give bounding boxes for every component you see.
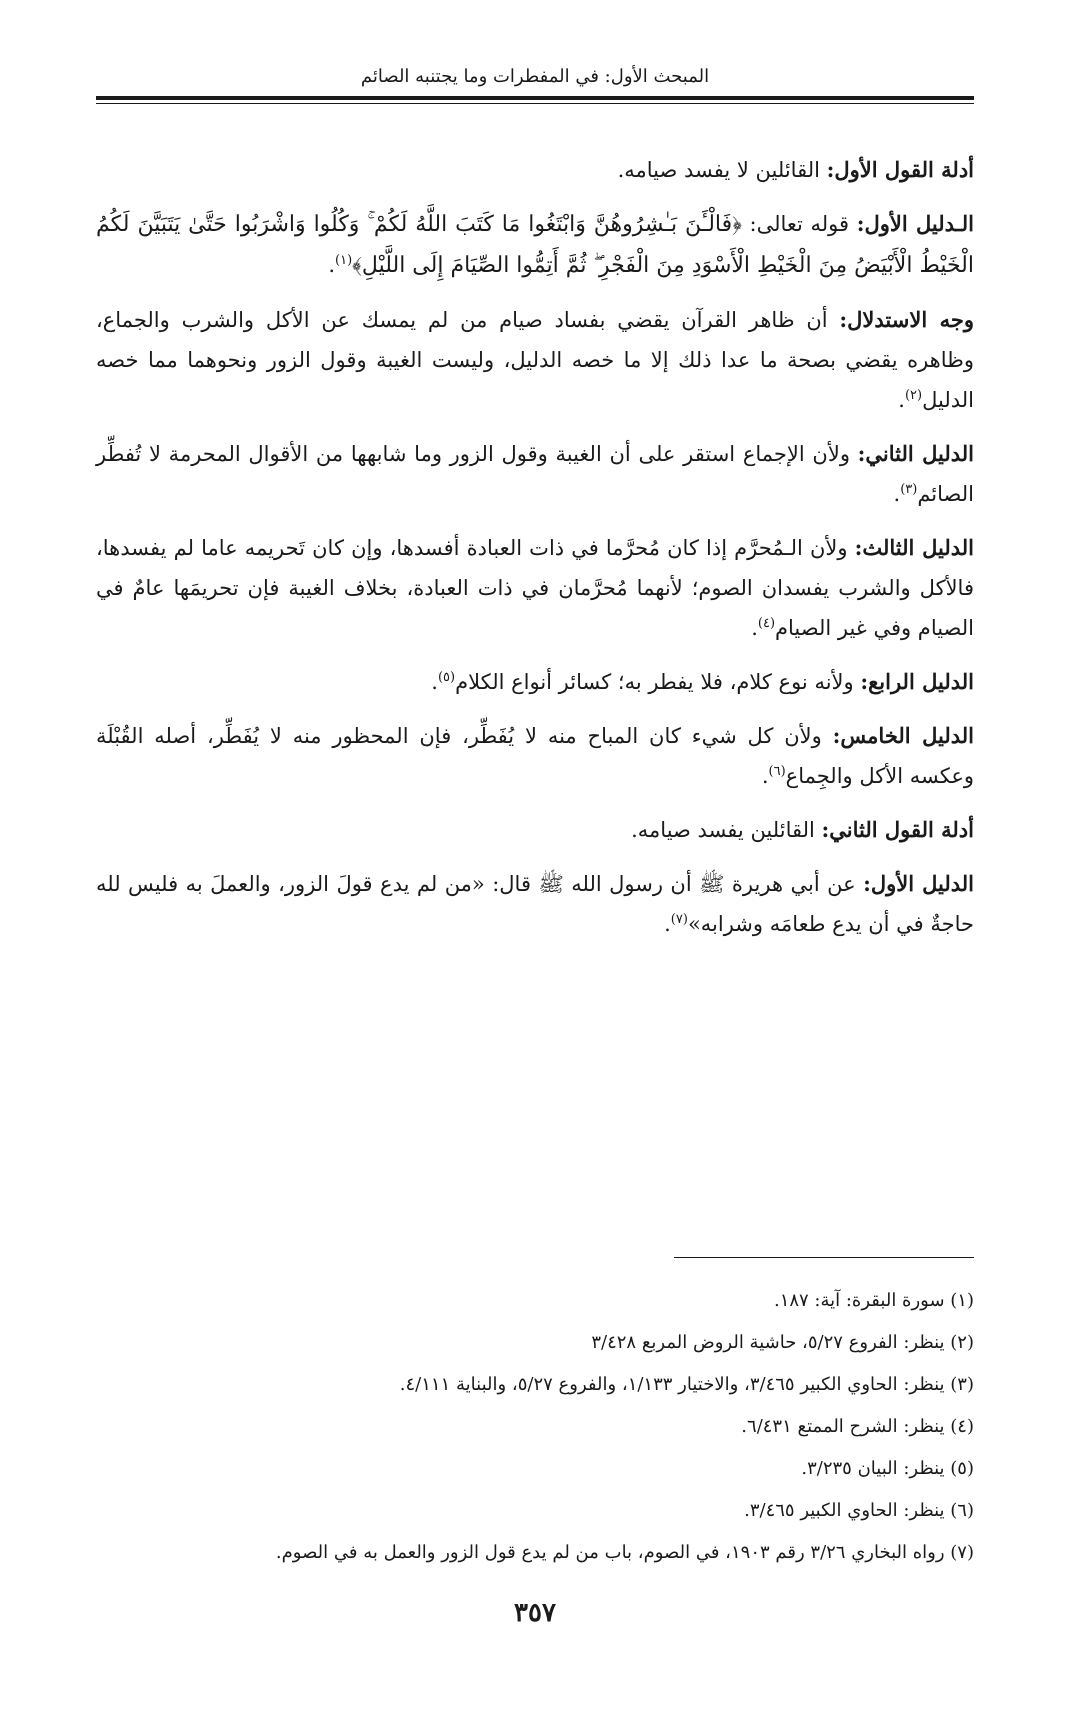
footnote: (٦) ينظر: الحاوي الكبير ٣/٤٦٥. <box>744 1500 974 1521</box>
footnote-separator <box>674 1257 974 1258</box>
paragraph-label: أدلة القول الثاني: <box>821 817 974 842</box>
paragraph-label: الدليل الأول: <box>863 871 974 896</box>
paragraph <box>96 204 974 286</box>
header-rule <box>96 96 974 100</box>
footnote-ref[interactable]: (٧) <box>670 912 688 927</box>
paragraph-text: ولأن الـمُحرَّم إذا كان مُحرَّما في ذات العبادة أفسدها، وإن كان تَحريمه عاما لم يفسدها، فالأكل والشرب يفسدان الصوم؛ لأنهما مُحرَّمان في ذات العبادة، بخلاف الغيبة فإن تحريمَها عامٌ في الصيام وفي غير الصيام <box>96 536 974 640</box>
quran-verse: ﴿فَالْـَٔنَ بَـٰشِرُوهُنَّ وَابْتَغُوا مَا كَتَبَ اللَّهُ لَكُمْ ۚ وَكُلُوا وَاشْرَبُوا حَتَّىٰ يَتَبَيَّنَ لَكُمُ الْخَيْطُ الْأَبْيَضُ مِنَ الْخَيْطِ الْأَسْوَدِ مِنَ الْفَجْرِ ۖ ثُمَّ أَتِمُّوا الصِّيَامَ إِلَى اللَّيْلِ﴾ <box>96 212 974 278</box>
paragraph-text: قوله تعالى: <box>741 212 857 236</box>
paragraph <box>96 864 974 944</box>
paragraph-end: . <box>664 912 671 936</box>
paragraph-label: الـدليل الأول: <box>856 211 974 236</box>
paragraph <box>96 662 974 702</box>
paragraph-text: ولأن الإجماع استقر على أن الغيبة وقول الزور وما شابهها من الأقوال المحرمة لا تُفطِّر الصائم <box>96 442 974 506</box>
footnote-ref[interactable]: (٦) <box>768 764 786 779</box>
paragraph <box>96 528 974 648</box>
paragraph-text: ولأن كل شيء كان المباح منه لا يُفَطِّر، فإن المحظور منه لا يُفَطِّر، أصله القُبْلَة وعكسه الأكل والجِماع <box>96 724 974 788</box>
paragraph <box>96 434 974 514</box>
paragraph-label: الدليل الخامس: <box>832 723 974 748</box>
footnote-ref[interactable]: (١) <box>335 253 353 268</box>
paragraph-label: الدليل الثالث: <box>854 535 974 560</box>
paragraph <box>96 810 974 850</box>
footnote: (٥) ينظر: البيان ٣/٢٣٥. <box>801 1458 974 1479</box>
paragraph-text: ولأنه نوع كلام، فلا يفطر به؛ كسائر أنواع الكلام <box>455 670 861 694</box>
paragraph-end: . <box>898 388 905 412</box>
footnote: (١) سورة البقرة: آية: ١٨٧. <box>773 1290 974 1311</box>
footnote-ref[interactable]: (٢) <box>904 388 923 403</box>
page-number: ٣٥٧ <box>514 1598 556 1628</box>
paragraph-text: القائلين يفسد صيامه. <box>631 818 822 842</box>
footnote-ref[interactable]: (٤) <box>757 616 776 631</box>
paragraph <box>96 300 974 420</box>
paragraph-label: أدلة القول الأول: <box>826 157 974 182</box>
paragraph-end: . <box>751 616 758 640</box>
paragraph-end: . <box>431 670 438 694</box>
paragraph-end: . <box>761 764 769 788</box>
main-text <box>96 150 974 958</box>
footnote: (٤) ينظر: الشرح الممتع ٦/٤٣١. <box>741 1416 974 1437</box>
footnote-ref[interactable]: (٥) <box>437 670 456 685</box>
footnote-ref[interactable]: (٣) <box>900 482 918 497</box>
paragraph-label: الدليل الرابع: <box>860 669 974 694</box>
footnotes <box>96 1280 974 1574</box>
footnote: (٧) رواه البخاري ٣/٢٦ رقم ١٩٠٣، في الصوم، باب من لم يدع قول الزور والعمل به في الصوم. <box>275 1542 974 1563</box>
paragraph-label: وجه الاستدلال: <box>839 307 974 332</box>
paragraph-end: . <box>328 253 336 277</box>
header-rule-thin <box>96 103 974 104</box>
footnote: (٣) ينظر: الحاوي الكبير ٣/٤٦٥، والاختيار ١/١٣٣، والفروع ٥/٢٧، والبناية ٤/١١١. <box>399 1374 974 1395</box>
paragraph-text: عن أبي هريرة ﷺ أن رسول الله ﷺ قال: «من لم يدع قولَ الزور، والعملَ به فليس لله حاجةٌ في أن يدع طعامَه وشرابه» <box>96 872 974 936</box>
paragraph-text: أن ظاهر القرآن يقضي بفساد صيام من لم يمسك عن الأكل والشرب والجماع، وظاهره يقضي بصحة ما عدا ذلك إلا ما خصه الدليل، وليست الغيبة وقول الزور ونحوهما مما خصه الدليل <box>96 308 974 412</box>
paragraph-label: الدليل الثاني: <box>857 441 974 466</box>
footnote: (٢) ينظر: الفروع ٥/٢٧، حاشية الروض المربع ٣/٤٢٨ <box>591 1332 974 1353</box>
paragraph <box>96 716 974 796</box>
paragraph-text: القائلين لا يفسد صيامه. <box>617 158 827 182</box>
paragraph-end: . <box>893 482 901 506</box>
running-header: المبحث الأول: في المفطرات وما يجتنبه الصائم <box>360 66 710 87</box>
paragraph <box>96 150 974 190</box>
